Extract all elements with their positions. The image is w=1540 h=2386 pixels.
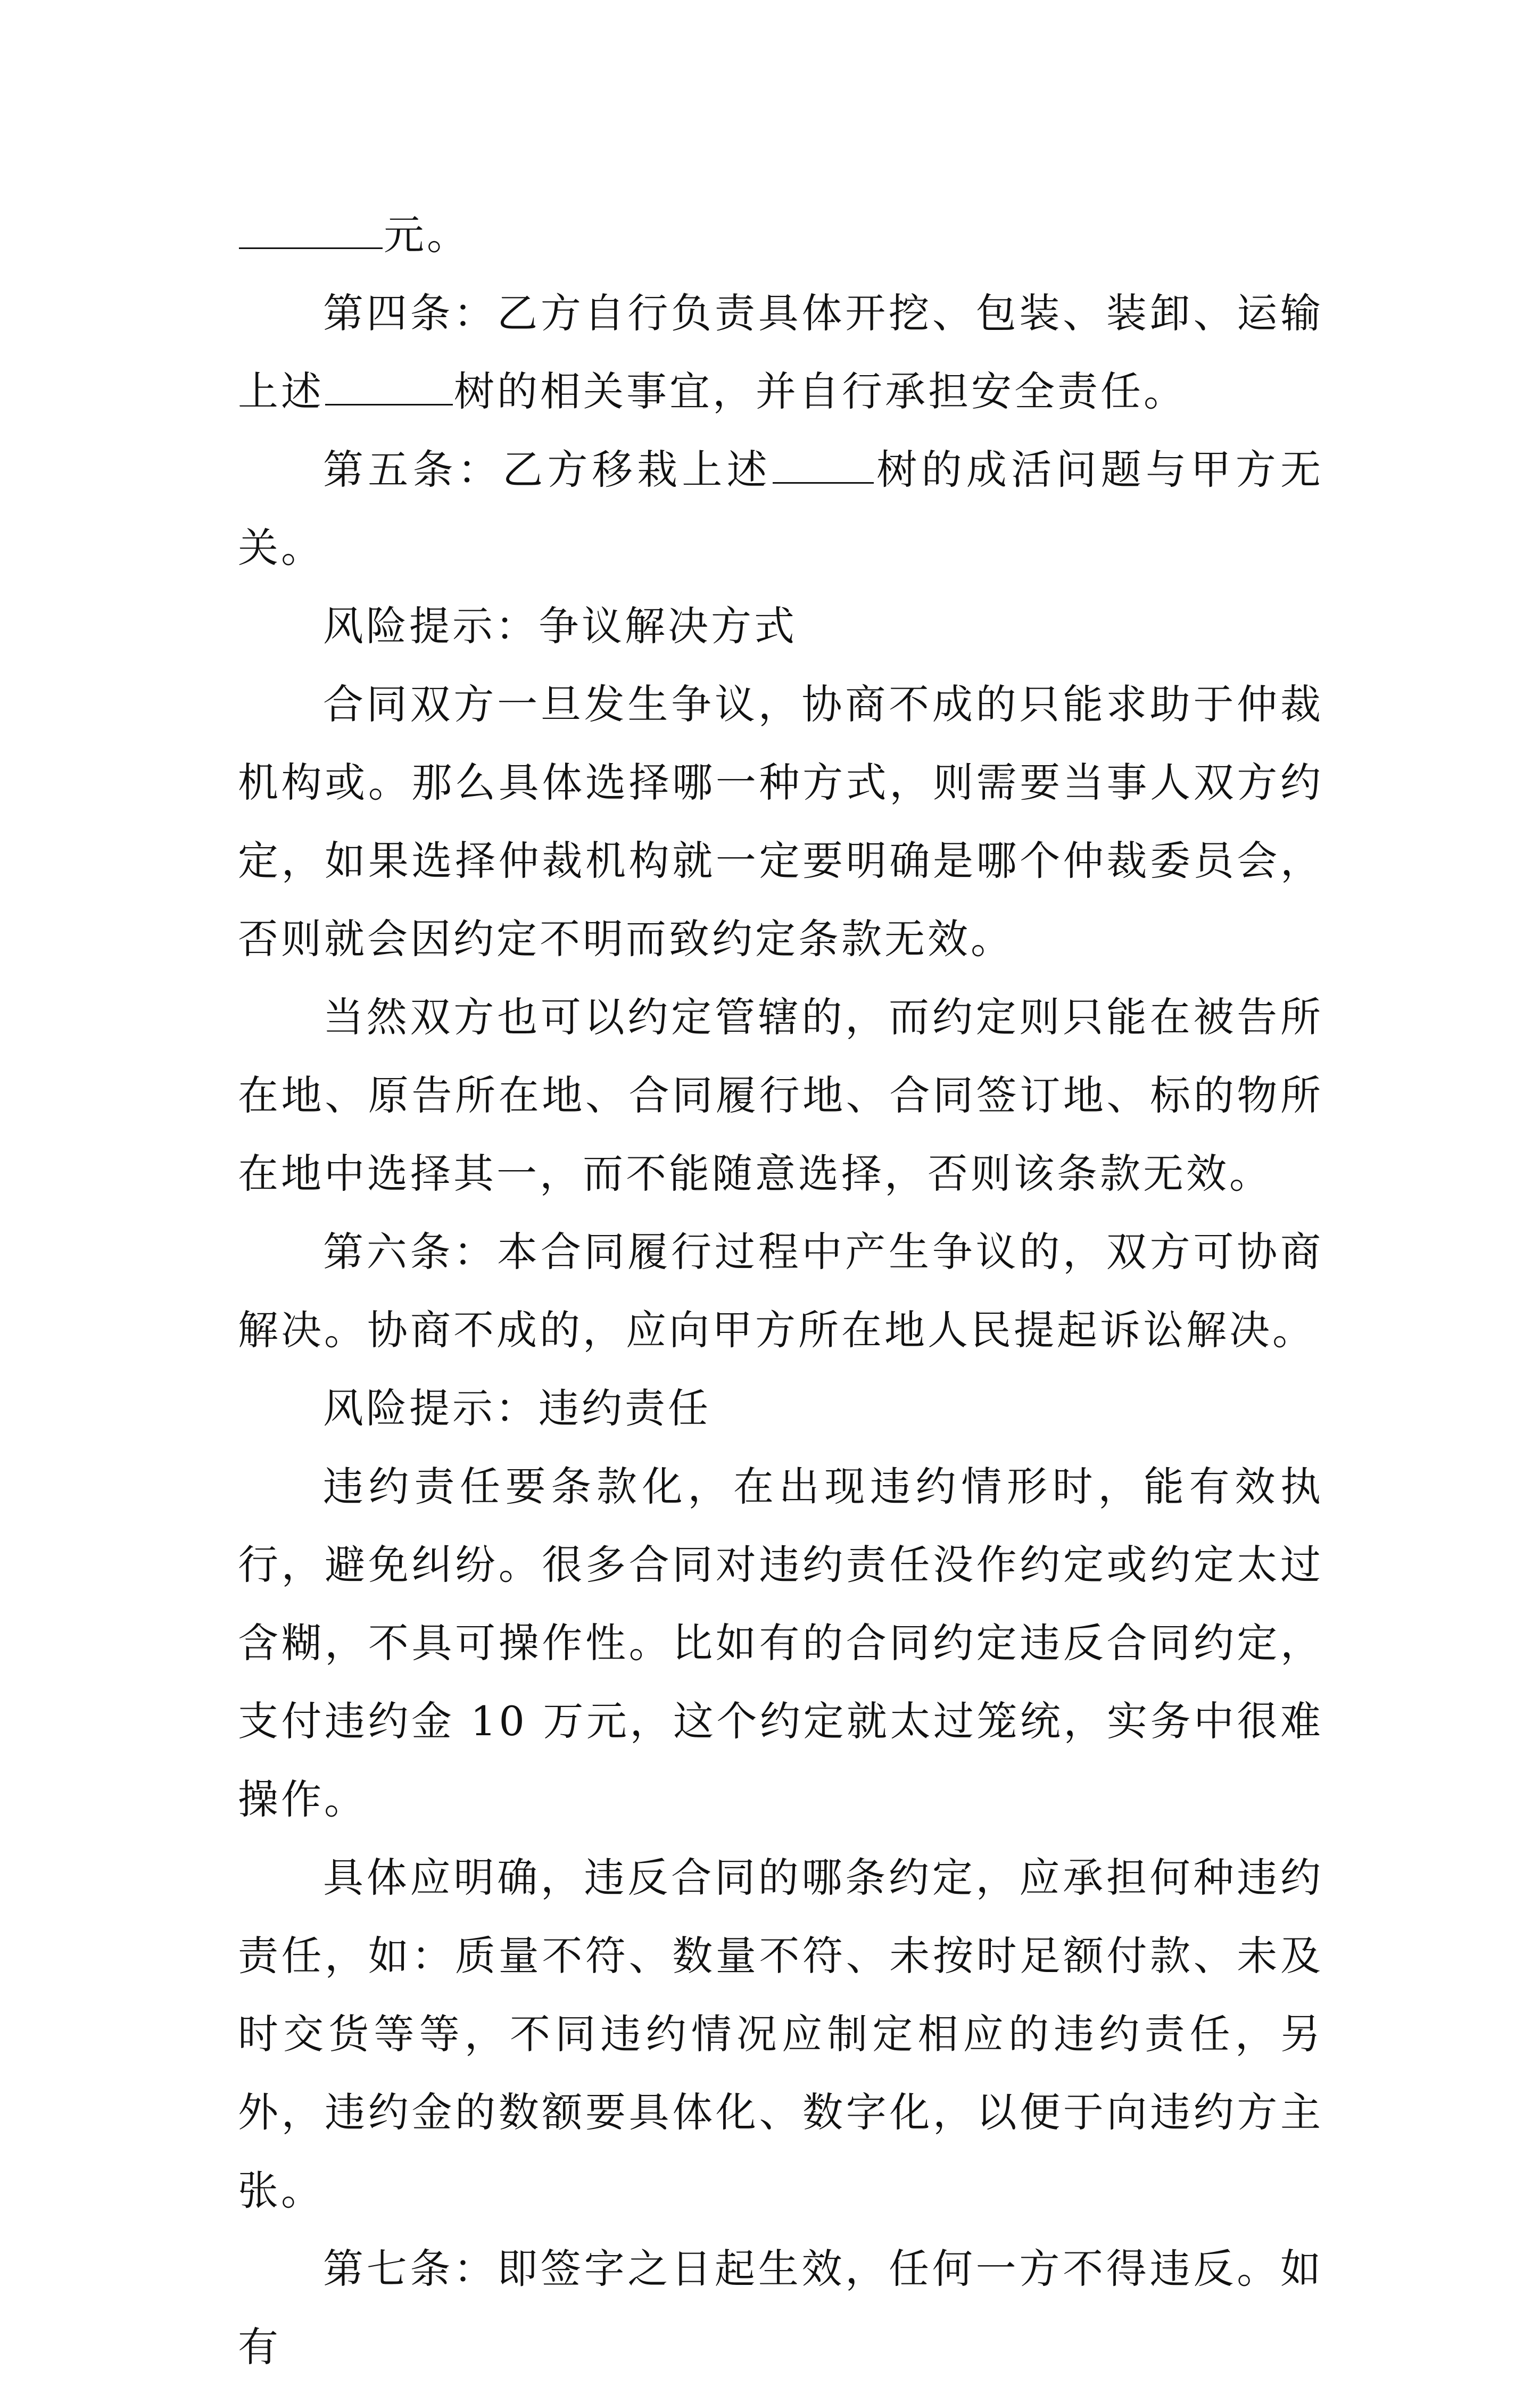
clause-4-text-a: 第四条：乙方自行负责具体开挖、包装、装卸、运输上述 [238, 289, 1323, 415]
risk-heading-breach: 风险提示：违约责任 [323, 1385, 711, 1432]
clause-5-text-b: 树的成活问题与甲方无关。 [238, 446, 1323, 571]
risk-text-dispute-1: 合同双方一旦发生争议，协商不成的只能求助于仲裁机构或。那么具体选择哪一种方式，则需要当事人双方约定，如果选择仲裁机构就一定要明确是哪个仲裁委员会，否则就会因约定不明而致约定条款无效。 [238, 681, 1323, 963]
risk-text-breach-1: 违约责任要条款化，在出现违约情形时，能有效执行，避免纠纷。很多合同对违约责任没作约定或约定太过含糊，不具可操作性。比如有的合同约定违反合同约定，支付违约金 10 万元，这个约定就太过笼统，实务中很难操作。 [238, 1463, 1323, 1823]
risk-heading-dispute: 风险提示：争议解决方式 [323, 602, 797, 650]
blank-field-tree-type [325, 372, 453, 405]
clause-4-text-b: 树的相关事宜，并自行承担安全责任。 [454, 368, 1187, 415]
clause-6: 第六条：本合同履行过程中产生争议的，双方可协商解决。协商不成的，应向甲方所在地人民提起诉讼解决。 [238, 1228, 1323, 1354]
clause-5-text-a: 第五条：乙方移栽上述 [323, 446, 772, 493]
blank-field-price [239, 216, 383, 249]
risk-text-dispute-2: 当然双方也可以约定管辖的，而约定则只能在被告所在地、原告所在地、合同履行地、合同签订地、标的物所在地中选择其一，而不能随意选择，否则该条款无效。 [238, 993, 1323, 1197]
blank-field-tree-type-2 [773, 450, 874, 484]
clause-7: 第七条：即签字之日起生效，任何一方不得违反。如有 [238, 2245, 1323, 2371]
document-body [238, 196, 1323, 2386]
clause-4 [238, 274, 1323, 430]
price-line-suffix: 元。 [384, 211, 470, 259]
price-line [238, 196, 1323, 274]
risk-text-breach-2: 具体应明确，违反合同的哪条约定，应承担何种违约责任，如：质量不符、数量不符、未按时足额付款、未及时交货等等，不同违约情况应制定相应的违约责任，另外，违约金的数额要具体化、数字化，以便于向违约方主张。 [238, 1854, 1323, 2214]
clause-5 [238, 430, 1323, 587]
